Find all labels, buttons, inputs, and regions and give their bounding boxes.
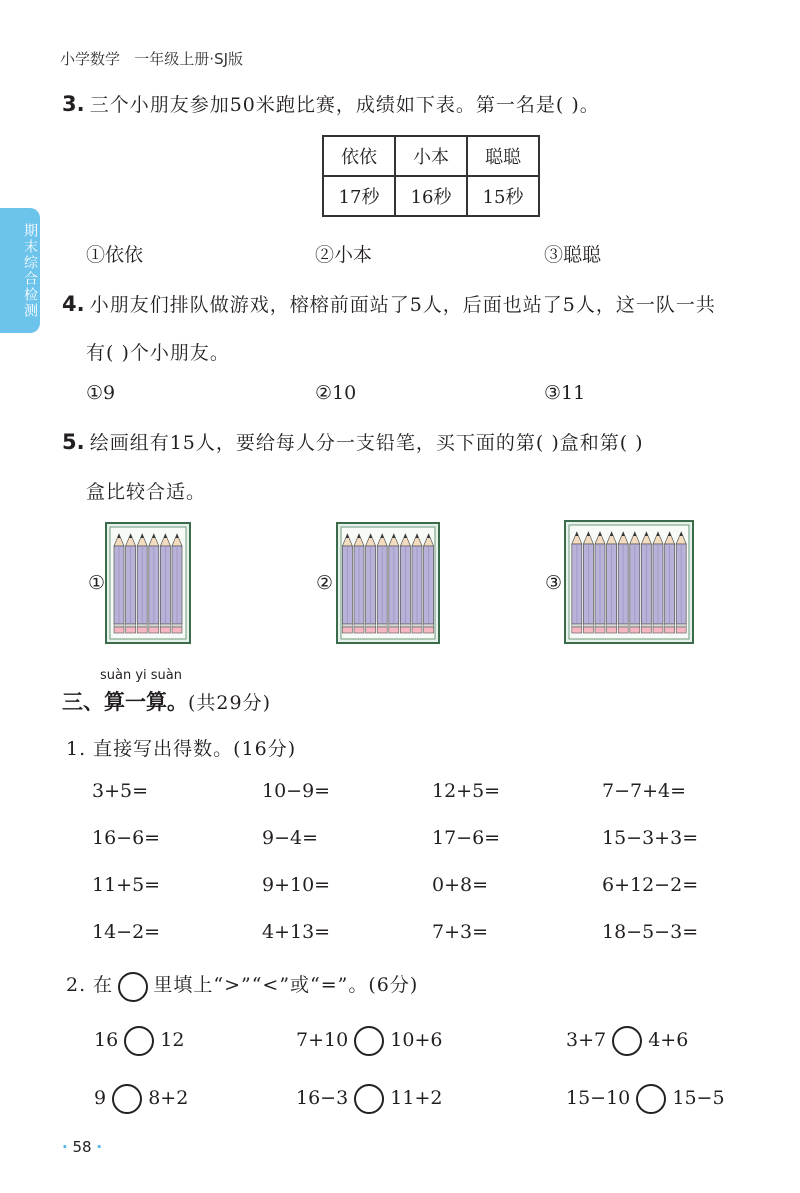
compare-circle-icon xyxy=(118,972,148,1002)
question-4-line2: 有( )个小朋友。 xyxy=(86,342,230,364)
compare-item: 3+7 4+6 xyxy=(566,1026,688,1056)
pencil xyxy=(572,532,582,633)
calc-item: 3+5= xyxy=(92,780,149,802)
answer-circle[interactable] xyxy=(354,1026,384,1056)
calc-item: 7−7+4= xyxy=(602,780,687,802)
pencil-box-1[interactable] xyxy=(105,522,191,644)
calc-item: 9−4= xyxy=(262,827,319,849)
compare-item: 16 12 xyxy=(94,1026,184,1056)
pencil xyxy=(400,534,410,633)
pencil-box-3[interactable] xyxy=(564,520,694,644)
box-2-label: ② xyxy=(316,572,334,594)
pencil xyxy=(377,534,387,633)
pencil xyxy=(676,532,686,633)
pencil xyxy=(653,532,663,633)
calc-item: 6+12−2= xyxy=(602,874,699,896)
question-5-line2: 盒比较合适。 xyxy=(86,481,207,503)
compare-item: 7+10 10+6 xyxy=(296,1026,442,1056)
answer-circle[interactable] xyxy=(636,1084,666,1114)
calc-item: 9+10= xyxy=(262,874,331,896)
question-4 xyxy=(62,290,716,317)
section-3-heading xyxy=(62,686,271,716)
question-5 xyxy=(62,428,644,455)
pencil xyxy=(665,532,675,633)
pencil xyxy=(641,532,651,633)
calc-item: 12+5= xyxy=(432,780,501,802)
calc-item: 14−2= xyxy=(92,921,161,943)
pencil xyxy=(137,534,147,633)
q4-option-2[interactable]: ②10 xyxy=(315,382,357,404)
box-3-label: ③ xyxy=(545,572,563,594)
side-tab-label: 期末综合检测 xyxy=(22,222,38,319)
pencil xyxy=(354,534,364,633)
calc-item: 4+13= xyxy=(262,921,331,943)
q3-option-2[interactable]: ②小本 xyxy=(315,244,373,266)
pencil xyxy=(160,534,170,633)
section-3-title: 三、算一算。 xyxy=(62,690,188,714)
calc-item: 0+8= xyxy=(432,874,489,896)
pencil xyxy=(424,534,434,633)
calc-item: 16−6= xyxy=(92,827,161,849)
section-3-points: (共29分) xyxy=(188,692,272,714)
answer-circle[interactable] xyxy=(612,1026,642,1056)
q3-option-3[interactable]: ③聪聪 xyxy=(544,244,602,266)
pencil xyxy=(630,532,640,633)
calc-item: 17−6= xyxy=(432,827,501,849)
calc-item: 15−3+3= xyxy=(602,827,699,849)
pencil xyxy=(618,532,628,633)
compare-item: 9 8+2 xyxy=(94,1084,188,1114)
compare-item: 15−10 15−5 xyxy=(566,1084,725,1114)
q4-option-3[interactable]: ③11 xyxy=(544,382,586,404)
pencil xyxy=(366,534,376,633)
question-4-line1: 小朋友们排队做游戏，榕榕前面站了5人，后面也站了5人，这一队一共 xyxy=(89,294,716,316)
calc-item: 18−5−3= xyxy=(602,921,699,943)
side-tab xyxy=(0,208,40,333)
pencil xyxy=(389,534,399,633)
pencil xyxy=(583,532,593,633)
pencil xyxy=(342,534,352,633)
pencil xyxy=(607,532,617,633)
answer-circle[interactable] xyxy=(124,1026,154,1056)
answer-circle[interactable] xyxy=(354,1084,384,1114)
table-name-cell: 聪聪 xyxy=(467,136,539,176)
box-1-label: ① xyxy=(88,572,106,594)
q4-option-1[interactable]: ①9 xyxy=(86,382,116,404)
table-name-cell: 小本 xyxy=(395,136,467,176)
calc-item: 7+3= xyxy=(432,921,489,943)
answer-circle[interactable] xyxy=(112,1084,142,1114)
pencil xyxy=(172,534,182,633)
calc-item: 10−9= xyxy=(262,780,331,802)
question-3-number: 3. xyxy=(62,92,85,116)
question-5-line1: 绘画组有15人，要给每人分一支铅笔，买下面的第( )盒和第( ) xyxy=(89,432,644,454)
question-3 xyxy=(62,90,600,117)
pencil xyxy=(149,534,159,633)
page-number: · 58 · xyxy=(62,1138,103,1156)
sub-question-1-title: 1. 直接写出得数。(16分) xyxy=(66,738,297,760)
pencil xyxy=(114,534,124,633)
calc-item: 11+5= xyxy=(92,874,161,896)
table-time-cell: 17秒 xyxy=(323,176,395,216)
question-4-number: 4. xyxy=(62,292,85,316)
q3-option-1[interactable]: ①依依 xyxy=(86,244,144,266)
question-3-text: 三个小朋友参加50米跑比赛，成绩如下表。第一名是( )。 xyxy=(89,94,600,116)
table-time-cell: 16秒 xyxy=(395,176,467,216)
sub-question-2-title: 2. 在 里填上“>”“<”或“=”。(6分) xyxy=(66,970,418,1002)
pencil xyxy=(595,532,605,633)
score-table xyxy=(322,135,540,217)
pencil-box-2[interactable] xyxy=(336,522,440,644)
compare-item: 16−3 11+2 xyxy=(296,1084,442,1114)
page-header: 小学数学 一年级上册·SJ版 xyxy=(60,50,244,68)
section-pinyin: suàn yi suàn xyxy=(100,668,183,683)
pencil xyxy=(412,534,422,633)
table-time-cell: 15秒 xyxy=(467,176,539,216)
question-5-number: 5. xyxy=(62,430,85,454)
pencil xyxy=(126,534,136,633)
table-name-cell: 依依 xyxy=(323,136,395,176)
